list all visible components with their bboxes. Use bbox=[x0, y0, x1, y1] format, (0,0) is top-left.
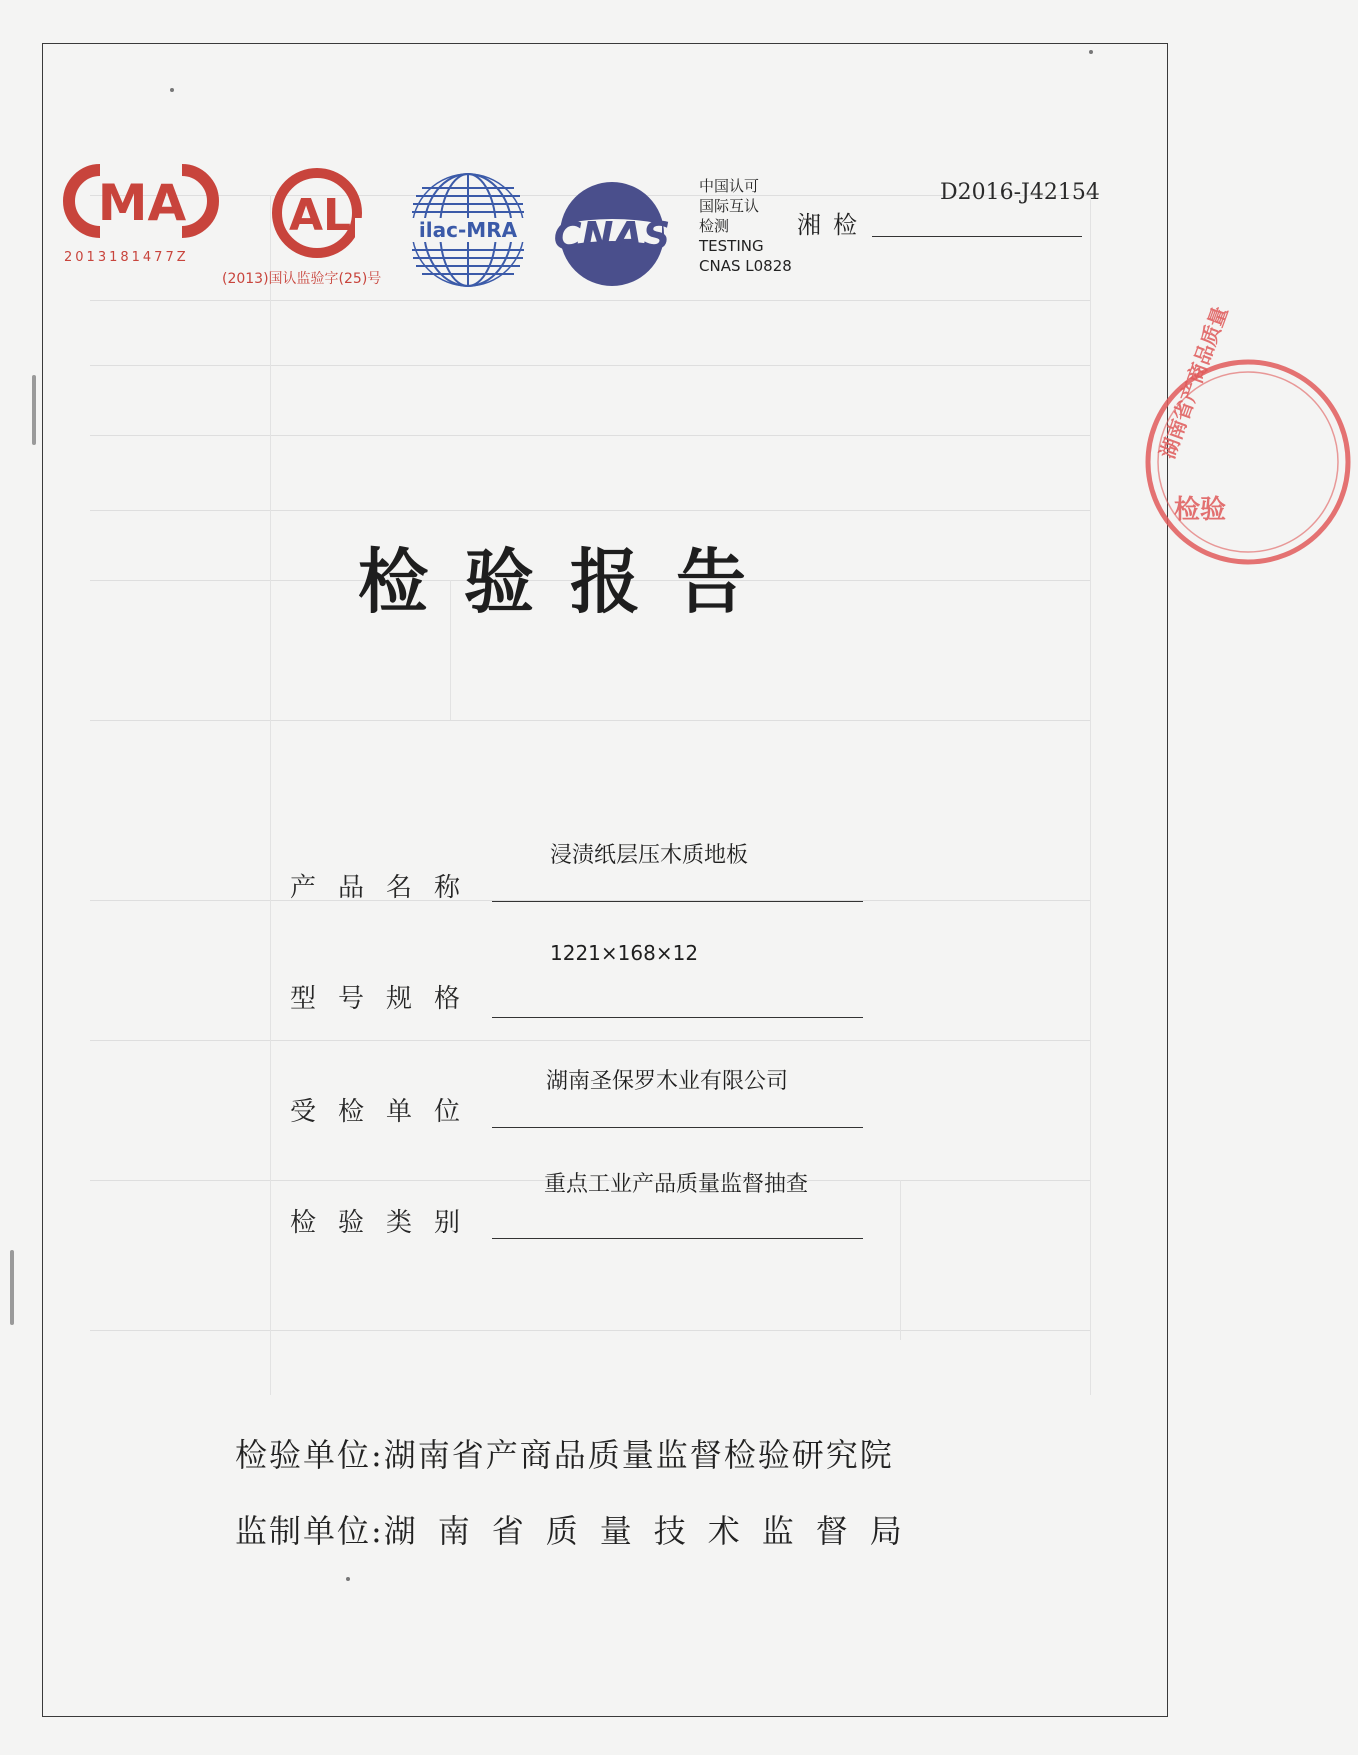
xiangjian-underline bbox=[872, 236, 1082, 237]
inspected-unit-value: 湖南圣保罗木业有限公司 bbox=[546, 1069, 789, 1094]
ilac-globe-icon bbox=[408, 170, 528, 290]
cal-code: (2013)国认监验字(25)号 bbox=[222, 271, 382, 287]
ilac-logo-text: ilac-MRA bbox=[418, 218, 518, 242]
official-seal bbox=[1138, 303, 1233, 580]
paper-speck bbox=[346, 1577, 350, 1581]
cal-logo-text: AL bbox=[288, 190, 352, 241]
paper-speck bbox=[170, 88, 174, 92]
cnas-logo-text: CNAS bbox=[553, 214, 671, 258]
accreditation-info bbox=[699, 176, 792, 276]
supervising-unit-label: 监制单位: bbox=[235, 1512, 384, 1550]
cal-logo-icon bbox=[222, 166, 422, 262]
staple-mark-bottom bbox=[10, 1250, 14, 1325]
accreditation-line-1: 中国认可 bbox=[699, 177, 760, 195]
cma-code: 2013181477Z bbox=[64, 250, 189, 265]
cma-logo bbox=[64, 160, 214, 275]
cnas-logo-icon bbox=[540, 180, 690, 290]
inspection-type-value: 重点工业产品质量监督抽查 bbox=[544, 1172, 809, 1197]
product-name-label-text: 产品名称 bbox=[290, 873, 483, 903]
inspected-unit-label bbox=[290, 1091, 490, 1128]
inspection-unit bbox=[235, 1430, 894, 1476]
cma-logo-icon bbox=[64, 160, 214, 242]
ilac-mra-logo bbox=[408, 170, 528, 290]
cma-logo-text: MA bbox=[97, 174, 187, 232]
report-title: 检验报告 bbox=[358, 540, 782, 623]
inspection-type-label bbox=[290, 1202, 490, 1239]
document-number: D2016-J42154 bbox=[940, 180, 1100, 205]
cal-logo bbox=[222, 166, 422, 291]
model-spec-label-text: 型号规格 bbox=[290, 984, 483, 1014]
inspected-unit-label-text: 受检单位 bbox=[290, 1097, 483, 1127]
model-spec-value: 1221×168×12 bbox=[550, 941, 699, 965]
seal-bottom-text: 检验 bbox=[1174, 495, 1227, 525]
accreditation-line-3: 检测 bbox=[699, 217, 730, 235]
supervising-unit bbox=[235, 1506, 924, 1552]
accreditation-line-2: 国际互认 bbox=[699, 197, 760, 215]
inspected-unit-underline bbox=[492, 1127, 863, 1128]
supervising-unit-value: 湖南省质量技术监督局 bbox=[383, 1512, 924, 1550]
inspection-unit-value: 湖南省产商品质量监督检验研究院 bbox=[383, 1436, 894, 1474]
inspection-type-label-text: 检验类别 bbox=[290, 1208, 483, 1238]
model-spec-label bbox=[290, 978, 490, 1015]
model-spec-underline bbox=[492, 1017, 863, 1018]
cnas-logo bbox=[540, 180, 690, 290]
accreditation-line-4: TESTING bbox=[699, 237, 764, 255]
accreditation-line-5: CNAS L0828 bbox=[699, 257, 792, 275]
seal-arc-text: 湖南省产商品质量 bbox=[1155, 303, 1233, 462]
paper-speck bbox=[1089, 50, 1093, 54]
xiangjian-label: 湘检 bbox=[797, 211, 869, 239]
product-name-label bbox=[290, 867, 490, 904]
inspection-type-underline bbox=[492, 1238, 863, 1239]
staple-mark-top bbox=[32, 375, 36, 445]
product-name-underline bbox=[492, 901, 863, 902]
inspection-unit-label: 检验单位: bbox=[235, 1436, 384, 1474]
seal-icon bbox=[1138, 303, 1358, 580]
product-name-value: 浸渍纸层压木质地板 bbox=[550, 843, 749, 868]
